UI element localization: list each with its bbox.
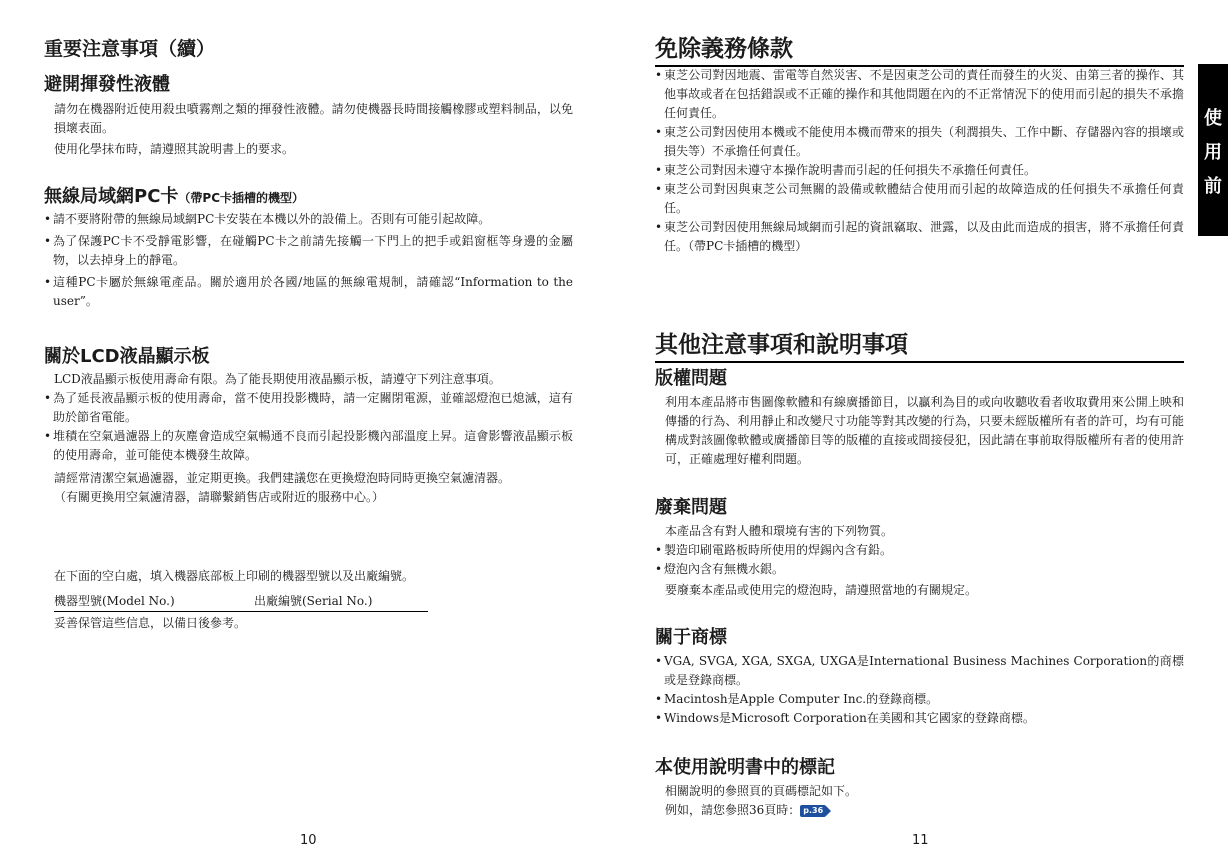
list-item: • 為了延長液晶顯示板的使用壽命，當不使用投影機時，請一定關閉電源，並確認燈泡已熄滅，這有助於節省電能。 [44, 389, 573, 427]
list-item: • 請不要將附帶的無線局域網PC卡安裝在本機以外的設備上。否則有可能引起故障。 [44, 210, 573, 229]
heading-trademarks: 關于商標 [655, 627, 727, 648]
list-item: • 為了保護PC卡不受靜電影響，在碰觸PC卡之前請先接觸一下門上的把手或鋁窗框等身邊的金屬物，以去掉身上的靜電。 [44, 232, 573, 270]
heading-wlan [44, 182, 304, 208]
volatile-text-2: 使用化學抹布時，請遵照其說明書上的要求。 [54, 142, 295, 156]
record-note: 妥善保管這些信息，以備日後參考。 [54, 616, 247, 630]
lcd-list [44, 389, 573, 465]
heading-wlan-title: 無線局域網PC卡 [44, 186, 179, 207]
copyright-text: 利用本產品將市售圖像軟體和有線廣播節目，以贏利為目的或向收聽收看者收取費用來公開上映和傳播的行為、利用靜止和改變尺寸功能等對其改變的行為，只要未經版權所有者的許可，均有可能構成對該圖像軟體或廣播節目等的版權的直接或間接侵犯，因此請在事前取得版權所有者的使用許可，正確處理好權利問題。 [665, 395, 1184, 466]
model-label: 機器型號(Model No.) [54, 594, 175, 608]
heading-lcd: 關於LCD液晶顯示板 [44, 346, 210, 367]
heading-marks: 本使用說明書中的標記 [655, 757, 835, 778]
list-item: • 東芝公司對因使用本機或不能使用本機而帶來的損失（利潤損失、工作中斷、存儲器內容的損壞或損失等）不承擔任何責任。 [655, 123, 1184, 161]
disclaimer-list [655, 66, 1184, 256]
volatile-text-1: 請勿在機器附近使用殺虫噴霧劑之類的揮發性液體。請勿使機器長時間接觸橡膠或塑料制品，以免損壞表面。 [54, 102, 573, 135]
heading-volatile: 避開揮發性液體 [44, 74, 170, 95]
disposal-after: 要廢棄本產品或使用完的燈泡時，請遵照當地的有關規定。 [665, 583, 978, 597]
side-tab-char: 前 [1204, 176, 1222, 197]
page-ref-badge: p.36 [800, 805, 826, 817]
marks-line-1: 相關說明的參照頁的頁碼標記如下。 [665, 784, 858, 798]
lcd-after-1: 請經常清潔空氣過濾器，並定期更換。我們建議您在更換燈泡時同時更換空氣濾清器。 [54, 471, 511, 485]
side-tab-char: 使 [1204, 108, 1222, 129]
marks-line-2-text: 例如，請您參照36頁時： [665, 803, 801, 817]
serial-label: 出廠編號(Serial No.) [254, 594, 373, 608]
record-intro: 在下面的空白處，填入機器底部板上印刷的機器型號以及出廠編號。 [54, 569, 415, 583]
page-number-left: 10 [300, 833, 317, 848]
heading-copyright: 版權問題 [655, 368, 727, 389]
list-item: • VGA, SVGA, XGA, SXGA, UXGA是International Business Machines Corporation的商標或是登錄商標。 [655, 652, 1184, 690]
list-item: • 堆積在空氣過濾器上的灰塵會造成空氣暢通不良而引起投影機內部溫度上昇。這會影響液晶顯示板的使用壽命，並可能使本機發生故障。 [44, 427, 573, 465]
lcd-intro: LCD液晶顯示板使用壽命有限。為了能長期使用液晶顯示板，請遵守下列注意事項。 [54, 372, 501, 386]
marks-line-2 [665, 801, 1184, 820]
disposal-intro: 本產品含有對人體和環境有害的下列物質。 [665, 524, 894, 538]
wlan-list [44, 210, 573, 311]
list-item: • 東芝公司對因使用無線局域網而引起的資訊竊取、泄露，以及由此而造成的損害，將不承擔任何責任。（帶PC卡插槽的機型） [655, 218, 1184, 256]
list-item: • 燈泡內含有無機水銀。 [655, 560, 1184, 579]
side-tab-char: 用 [1204, 142, 1222, 163]
heading-wlan-note: （帶PC卡插槽的機型） [178, 191, 305, 205]
trademarks-list [655, 652, 1184, 728]
list-item: • 東芝公司對因地震、雷電等自然災害、不是因東芝公司的責任而發生的火災、由第三者的操作、其他事故或者在包括錯誤或不正確的操作和其他問題在內的不正常情況下的使用而引起的損失不承擔任何責任。 [655, 66, 1184, 123]
list-item: • 製造印刷電路板時所使用的焊錫內含有鉛。 [655, 541, 1184, 560]
heading-disposal: 廢棄問題 [655, 497, 727, 518]
list-item: • 東芝公司對因未遵守本操作說明書而引起的任何損失不承擔任何責任。 [655, 161, 1184, 180]
right-page [614, 0, 1228, 868]
lcd-after-2: （有關更換用空氣濾清器，請聯繫銷售店或附近的服務中心。） [54, 490, 385, 504]
side-tab [1198, 64, 1228, 236]
page-number-right: 11 [912, 833, 929, 848]
disposal-list [655, 541, 1184, 579]
model-serial-field[interactable] [54, 592, 428, 612]
list-item: • Windows是Microsoft Corporation在美國和其它國家的登錄商標。 [655, 709, 1184, 728]
disclaimer-title: 免除義務條款 [655, 30, 1184, 67]
list-item: • Macintosh是Apple Computer Inc.的登錄商標。 [655, 690, 1184, 709]
page-title-left: 重要注意事項（續） [44, 38, 216, 60]
list-item: • 這種PC卡屬於無線電產品。關於適用於各國/地區的無線電規制，請確認“Information to the user”。 [44, 273, 573, 311]
other-title: 其他注意事項和說明事項 [655, 326, 1184, 363]
list-item: • 東芝公司對因與東芝公司無關的設備或軟體結合使用而引起的故障造成的任何損失不承擔任何責任。 [655, 180, 1184, 218]
